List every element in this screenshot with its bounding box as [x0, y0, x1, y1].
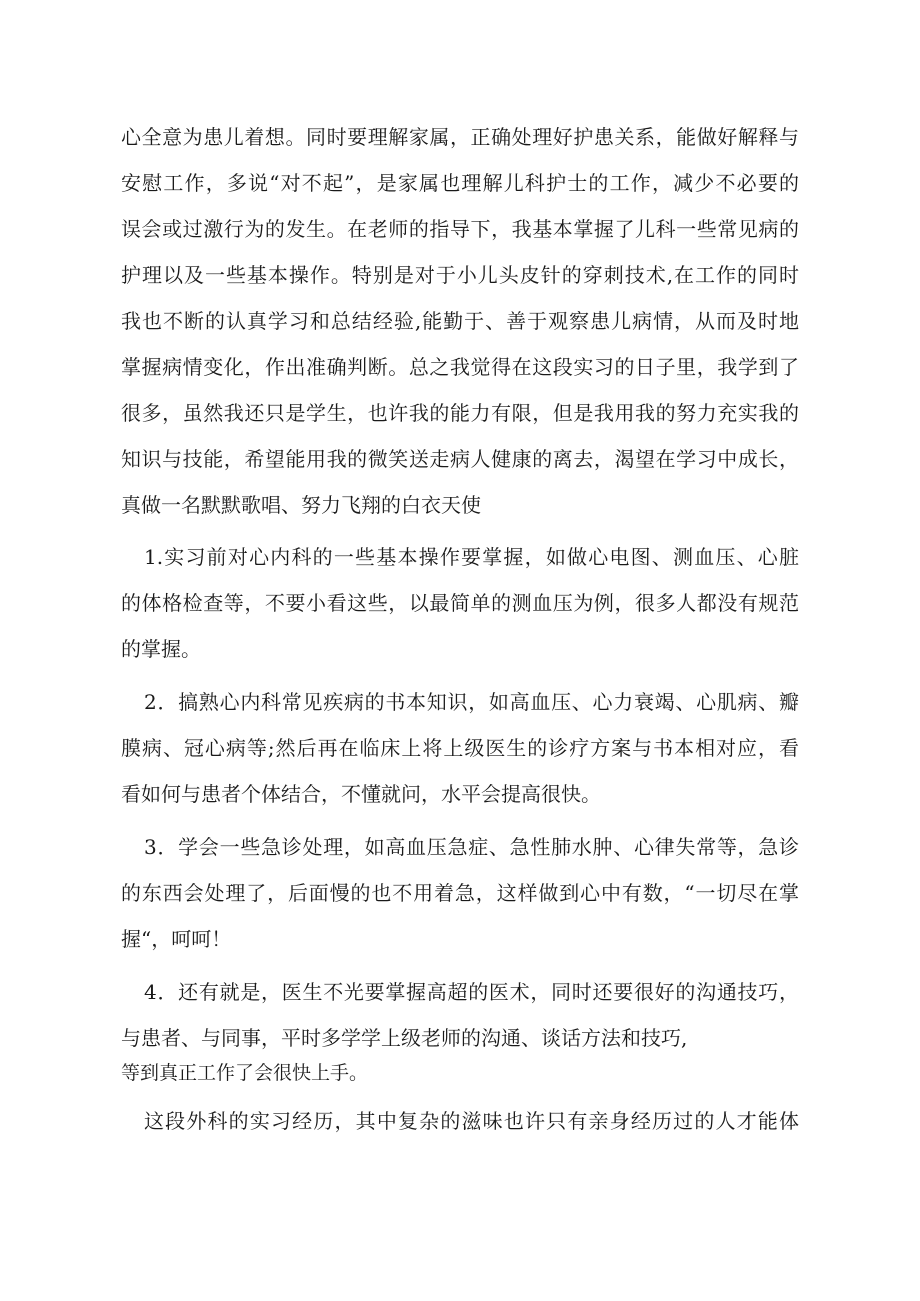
text-line: 的东西会处理了，后面慢的也不用着急，这样做到心中有数，“一切尽在掌 [121, 881, 799, 905]
list-item-3: 3．学会一些急诊处理，如高血压急症、急性肺水肿、心律失常等，急诊 [144, 835, 799, 859]
text-line: 安慰工作，多说“对不起”，是家属也理解儿科护士的工作，减少不必要的 [121, 171, 799, 195]
text-line: 膜病、冠心病等;然后再在临床上将上级医生的诊疗方案与书本相对应，看 [121, 736, 799, 760]
text-line: 这段外科的实习经历，其中复杂的滋味也许只有亲身经历过的人才能体 [144, 1109, 799, 1133]
list-item-2: 2．搞熟心内科常见疾病的书本知识，如高血压、心力衰竭、心肌病、瓣 [144, 690, 799, 714]
text-line: 的掌握。 [121, 637, 201, 661]
list-item-1: 1.实习前对心内科的一些基本操作要掌握，如做心电图、测血压、心脏 [144, 545, 799, 569]
text-line: 真做一名默默歌唱、努力飞翔的白衣天使 [121, 493, 481, 517]
text-line: 知识与技能，希望能用我的微笑送走病人健康的离去，渴望在学习中成长， [121, 447, 799, 471]
text-line: 看如何与患者个体结合，不懂就问，水平会提高很快。 [121, 782, 601, 806]
text-line: 与患者、与同事，平时多学学上级老师的沟通、谈话方法和技巧, [121, 1026, 688, 1050]
text-line: 握“，呵呵！ [121, 927, 232, 951]
text-line: 掌握病情变化，作出准确判断。总之我觉得在这段实习的日子里，我学到了 [121, 355, 799, 379]
text-line: 心全意为患儿着想。同时要理解家属，正确处理好护患关系，能做好解释与 [121, 125, 799, 149]
text-line: 等到真正工作了会很快上手。 [121, 1062, 369, 1084]
text-line: 的体格检查等，不要小看这些，以最简单的测血压为例，很多人都没有规范 [121, 591, 799, 615]
text-line: 我也不断的认真学习和总结经验,能勤于、善于观察患儿病情，从而及时地 [121, 309, 799, 333]
list-item-4: 4．还有就是，医生不光要掌握高超的医术，同时还要很好的沟通技巧， [144, 980, 799, 1004]
text-line: 误会或过激行为的发生。在老师的指导下，我基本掌握了儿科一些常见病的 [121, 217, 799, 241]
text-line: 很多，虽然我还只是学生，也许我的能力有限，但是我用我的努力充实我的 [121, 401, 799, 425]
text-line: 护理以及一些基本操作。特别是对于小儿头皮针的穿刺技术,在工作的同时 [121, 263, 799, 287]
